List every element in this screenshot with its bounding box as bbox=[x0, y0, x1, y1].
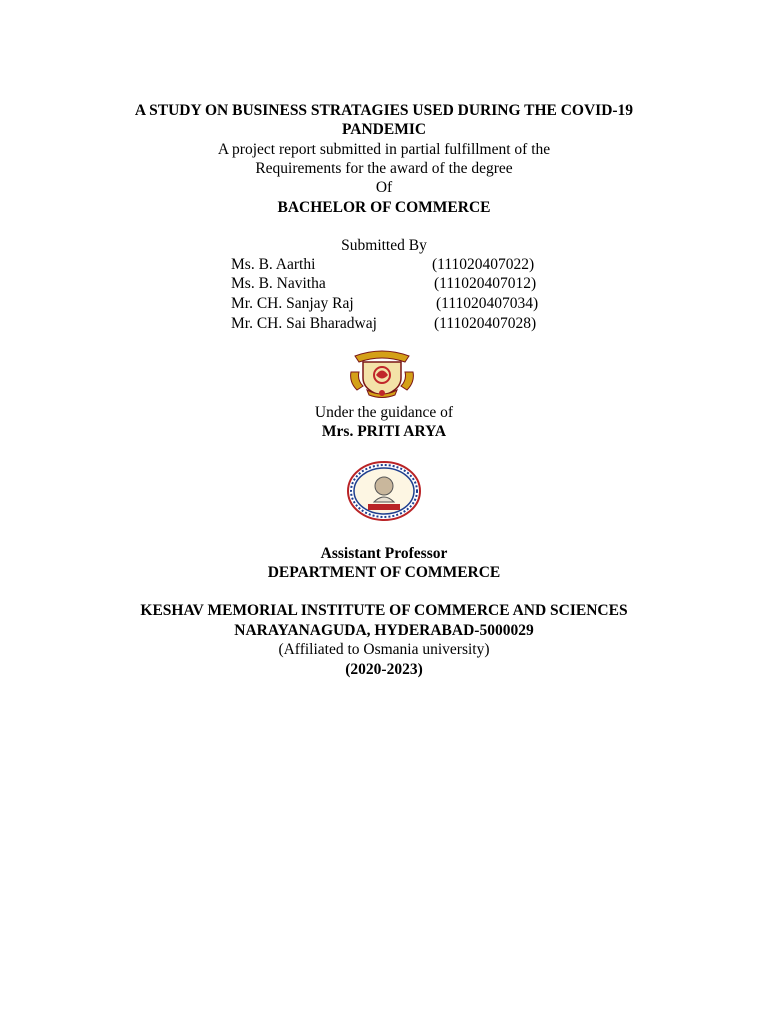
institute-address: NARAYANAGUDA, HYDERABAD-5000029 bbox=[234, 622, 534, 639]
member-name: Mr. CH. Sanjay Raj bbox=[231, 295, 354, 312]
subtitle-line-1: A project report submitted in partial fulfillment of the bbox=[217, 141, 551, 158]
seal-icon bbox=[346, 460, 422, 522]
member-id: (111020407028) bbox=[434, 315, 537, 332]
academic-years: (2020-2023) bbox=[345, 661, 423, 678]
subtitle-line-2: Requirements for the award of the degree bbox=[255, 160, 513, 177]
member-name: Ms. B. Aarthi bbox=[231, 256, 316, 273]
crest-icon bbox=[349, 348, 415, 398]
member-id: (111020407022) bbox=[432, 256, 535, 273]
member-name: Ms. B. Navitha bbox=[231, 275, 326, 292]
degree-name: BACHELOR OF COMMERCE bbox=[277, 199, 491, 216]
member-id: (111020407012) bbox=[434, 275, 537, 292]
member-name: Mr. CH. Sai Bharadwaj bbox=[231, 315, 377, 332]
guidance-label: Under the guidance of bbox=[314, 404, 454, 421]
submitted-by-label: Submitted By bbox=[341, 237, 427, 254]
guide-designation: Assistant Professor bbox=[320, 545, 448, 562]
report-title-line-2: PANDEMIC bbox=[341, 121, 427, 138]
university-crest-logo bbox=[349, 348, 415, 398]
institute-name: KESHAV MEMORIAL INSTITUTE OF COMMERCE AND SCIENCES bbox=[140, 602, 628, 619]
member-id: (111020407034) bbox=[436, 295, 539, 312]
institute-seal-logo bbox=[346, 460, 422, 522]
affiliation-text: (Affiliated to Osmania university) bbox=[278, 641, 490, 658]
guide-name: Mrs. PRITI ARYA bbox=[321, 423, 447, 440]
report-title-line-1: A STUDY ON BUSINESS STRATAGIES USED DURING THE COVID-19 bbox=[134, 102, 634, 119]
department-name: DEPARTMENT OF COMMERCE bbox=[267, 564, 501, 581]
subtitle-line-3: Of bbox=[375, 179, 393, 196]
